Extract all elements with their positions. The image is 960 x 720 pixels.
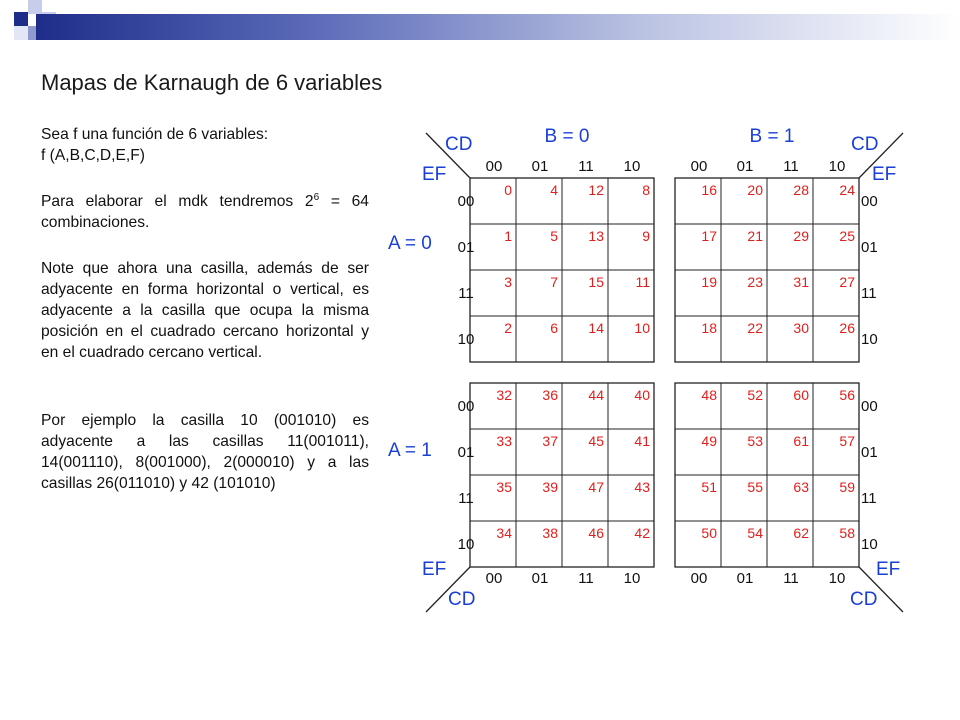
kmap-cell-value: 48 bbox=[701, 387, 717, 403]
row-code-label: 00 bbox=[861, 398, 878, 415]
row-code-label: 11 bbox=[458, 285, 474, 302]
kmap-cell-value: 20 bbox=[747, 182, 763, 198]
ef-label: EF bbox=[876, 559, 901, 580]
row-code-label: 11 bbox=[458, 490, 474, 507]
kmap-cell-value: 2 bbox=[504, 320, 512, 336]
a0-label: A = 0 bbox=[388, 233, 432, 254]
kmap-cell-value: 22 bbox=[747, 320, 763, 336]
column-code-label: 00 bbox=[485, 158, 503, 175]
column-code-label: 10 bbox=[623, 158, 641, 175]
kmap-cell-value: 44 bbox=[588, 387, 604, 403]
kmap-cell-value: 50 bbox=[701, 525, 717, 541]
kmap-cell-value: 34 bbox=[496, 525, 512, 541]
cd-label: CD bbox=[850, 589, 878, 610]
kmap-cell-value: 36 bbox=[542, 387, 558, 403]
kmap-cell-value: 41 bbox=[634, 433, 650, 449]
ef-label: EF bbox=[422, 559, 447, 580]
kmap-cell-value: 1 bbox=[504, 228, 512, 244]
kmap-cell-value: 23 bbox=[747, 274, 763, 290]
kmap-cell-value: 29 bbox=[793, 228, 809, 244]
b0-label: B = 0 bbox=[544, 126, 590, 147]
kmap-cell-value: 17 bbox=[701, 228, 717, 244]
combinations-text-post: = 64 combinaciones. bbox=[41, 193, 369, 231]
kmap-cell-value: 43 bbox=[634, 479, 650, 495]
kmap-cell-value: 59 bbox=[839, 479, 855, 495]
column-code-label: 11 bbox=[783, 158, 799, 175]
kmap-cell-value: 39 bbox=[542, 479, 558, 495]
kmap-cell-value: 26 bbox=[839, 320, 855, 336]
kmap-cell-value: 63 bbox=[793, 479, 809, 495]
row-code-label: 00 bbox=[457, 193, 475, 210]
kmap-cell-value: 25 bbox=[839, 228, 855, 244]
kmap-cell-value: 12 bbox=[588, 182, 604, 198]
a1-label: A = 1 bbox=[388, 440, 432, 461]
kmap-cell-value: 49 bbox=[701, 433, 717, 449]
ef-label: EF bbox=[422, 164, 447, 185]
row-code-label: 01 bbox=[457, 239, 475, 256]
kmap-cell-value: 52 bbox=[747, 387, 763, 403]
kmap-cell-value: 6 bbox=[550, 320, 558, 336]
kmap-cell-value: 60 bbox=[793, 387, 809, 403]
cd-label: CD bbox=[445, 134, 473, 155]
kmap-cell-value: 3 bbox=[504, 274, 512, 290]
b1-label: B = 1 bbox=[749, 126, 795, 147]
column-code-label: 01 bbox=[531, 570, 549, 587]
kmap-cell-value: 0 bbox=[504, 182, 512, 198]
kmap-cell-value: 35 bbox=[496, 479, 512, 495]
row-code-label: 10 bbox=[861, 331, 878, 348]
column-code-label: 00 bbox=[690, 570, 708, 587]
row-code-label: 10 bbox=[457, 536, 475, 553]
adjacency-paragraph: Note que ahora una casilla, además de ser adyacente en forma horizontal o vertical, es adyacente a la casilla que ocupa la misma posición en el cuadrado cercano horizontal y en el cuadrado cercano vertical. bbox=[41, 260, 369, 361]
kmap-cell-value: 32 bbox=[496, 387, 512, 403]
row-code-label: 10 bbox=[861, 536, 878, 553]
column-code-label: 11 bbox=[578, 570, 594, 587]
kmap-cell-value: 11 bbox=[635, 274, 650, 290]
kmap-cell-value: 19 bbox=[701, 274, 717, 290]
column-code-label: 10 bbox=[828, 158, 846, 175]
kmap-cell-value: 15 bbox=[588, 274, 604, 290]
column-code-label: 01 bbox=[736, 158, 754, 175]
kmap-cell-value: 38 bbox=[542, 525, 558, 541]
cd-label: CD bbox=[851, 134, 879, 155]
row-code-label: 11 bbox=[861, 285, 877, 302]
exponent: 6 bbox=[313, 191, 320, 203]
row-code-label: 00 bbox=[457, 398, 475, 415]
kmap-cell-value: 14 bbox=[588, 320, 604, 336]
row-code-label: 10 bbox=[457, 331, 475, 348]
kmap-cell-value: 5 bbox=[550, 228, 558, 244]
kmap-cell-value: 40 bbox=[634, 387, 650, 403]
kmap-cell-value: 8 bbox=[642, 182, 650, 198]
kmap-cell-value: 45 bbox=[588, 433, 604, 449]
cd-label: CD bbox=[448, 589, 476, 610]
kmap-cell-value: 58 bbox=[839, 525, 855, 541]
kmap-cell-value: 28 bbox=[793, 182, 809, 198]
row-code-label: 01 bbox=[861, 444, 878, 461]
kmap-cell-value: 56 bbox=[839, 387, 855, 403]
kmap-cell-value: 9 bbox=[642, 228, 650, 244]
kmap-cell-value: 13 bbox=[588, 228, 604, 244]
kmap-cell-value: 33 bbox=[496, 433, 512, 449]
kmap-cell-value: 30 bbox=[793, 320, 809, 336]
row-code-label: 01 bbox=[861, 239, 878, 256]
kmap-cell-value: 21 bbox=[747, 228, 763, 244]
kmap-cell-value: 7 bbox=[550, 274, 558, 290]
kmap-cell-value: 47 bbox=[588, 479, 604, 495]
column-code-label: 01 bbox=[736, 570, 754, 587]
column-code-label: 00 bbox=[690, 158, 708, 175]
row-code-label: 01 bbox=[457, 444, 475, 461]
kmap-cell-value: 53 bbox=[747, 433, 763, 449]
intro-line-2: f (A,B,C,D,E,F) bbox=[41, 147, 145, 164]
column-code-label: 10 bbox=[828, 570, 846, 587]
kmap-cell-value: 24 bbox=[839, 182, 855, 198]
kmap-cell-value: 31 bbox=[793, 274, 809, 290]
kmap-cell-value: 62 bbox=[793, 525, 809, 541]
kmap-cell-value: 16 bbox=[701, 182, 717, 198]
kmap-grids bbox=[470, 178, 859, 567]
kmap-cell-value: 57 bbox=[839, 433, 855, 449]
intro-line-1: Sea f una función de 6 variables: bbox=[41, 126, 269, 143]
column-code-label: 10 bbox=[623, 570, 641, 587]
row-code-label: 00 bbox=[861, 193, 878, 210]
page-title: Mapas de Karnaugh de 6 variables bbox=[41, 70, 383, 95]
kmap-cell-value: 51 bbox=[701, 479, 717, 495]
kmap-cell-value: 4 bbox=[550, 182, 558, 198]
kmap-cell-value: 37 bbox=[542, 433, 558, 449]
combinations-text-pre: Para elaborar el mdk tendremos 2 bbox=[41, 193, 314, 210]
ef-label: EF bbox=[872, 164, 897, 185]
kmap-cell-value: 42 bbox=[634, 525, 650, 541]
column-code-label: 11 bbox=[578, 158, 594, 175]
kmap-cell-value: 10 bbox=[634, 320, 650, 336]
kmap-cell-value: 55 bbox=[747, 479, 763, 495]
column-code-label: 00 bbox=[485, 570, 503, 587]
column-code-label: 01 bbox=[531, 158, 549, 175]
column-code-label: 11 bbox=[783, 570, 799, 587]
kmap-cell-value: 18 bbox=[701, 320, 717, 336]
kmap-cell-value: 54 bbox=[747, 525, 763, 541]
row-code-label: 11 bbox=[861, 490, 877, 507]
example-paragraph: Por ejemplo la casilla 10 (001010) es adyacente a las casillas 11(001011), 14(001110), 8(001000), 2(000010) y a las casillas 26(011010) y 42 (101010) bbox=[41, 412, 369, 492]
kmap-cell-value: 61 bbox=[793, 433, 809, 449]
kmap-cell-value: 46 bbox=[588, 525, 604, 541]
kmap-cell-value: 27 bbox=[839, 274, 855, 290]
